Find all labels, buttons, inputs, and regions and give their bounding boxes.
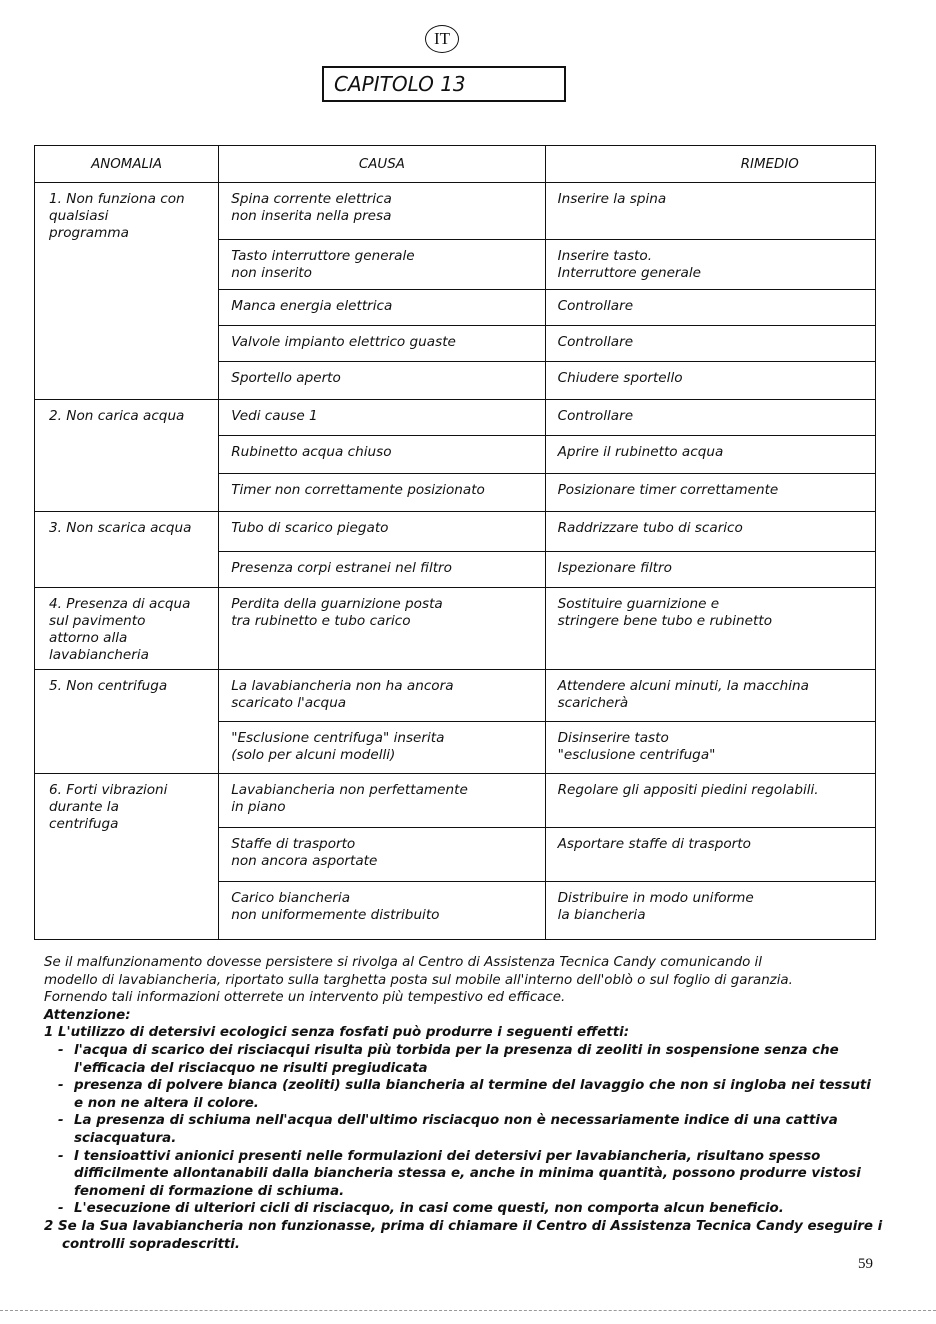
bottom-rule — [0, 1310, 936, 1311]
anomalia-cell: 6. Forti vibrazioni durante la centrifuga — [35, 774, 219, 940]
causa-cell: Rubinetto acqua chiuso — [219, 436, 545, 474]
causa-cell: Spina corrente elettrica non inserita nella presa — [219, 183, 545, 240]
table-row — [35, 588, 876, 670]
anomalia-cell: 3. Non scarica acqua — [35, 512, 219, 588]
causa-cell: Sportello aperto — [219, 362, 545, 400]
rimedio-cell: Aprire il rubinetto acqua — [545, 436, 875, 474]
causa-cell: Tubo di scarico piegato — [219, 512, 545, 552]
table-header-row — [35, 146, 876, 183]
causa-cell: Perdita della guarnizione posta tra rubinetto e tubo carico — [219, 588, 545, 670]
chapter-title: CAPITOLO 13 — [322, 66, 566, 102]
rimedio-cell: Disinserire tasto "esclusione centrifuga" — [545, 722, 875, 774]
anomalia-cell: 2. Non carica acqua — [35, 400, 219, 512]
anomalia-cell: 1. Non funziona con qualsiasi programma — [35, 183, 219, 400]
rimedio-cell: Posizionare timer correttamente — [545, 474, 875, 512]
list-item-text: I tensioattivi anionici presenti nelle formulazioni dei detersivi per lavabiancheria, risultano spesso difficilmente allontanabili dalla biancheria stessa e, anche in minima quantità, possono produrre vistosi fenomeni di formazione di schiuma. — [74, 1148, 861, 1199]
notes-section — [44, 954, 884, 1253]
rimedio-cell: Chiudere sportello — [545, 362, 875, 400]
point-1-title: 1 L'utilizzo di detersivi ecologici senza fosfati può produrre i seguenti effetti: — [44, 1025, 630, 1041]
causa-cell: Staffe di trasporto non ancora asportate — [219, 828, 545, 882]
anomalia-cell: 4. Presenza di acqua sul pavimento attorno alla lavabiancheria — [35, 588, 219, 670]
causa-cell: Valvole impianto elettrico guaste — [219, 326, 545, 362]
causa-cell: Lavabiancheria non perfettamente in piano — [219, 774, 545, 828]
notes-intro: Se il malfunzionamento dovesse persistere si rivolga al Centro di Assistenza Tecnica Candy comunicando il modello di lavabiancheria, riportato sulla targhetta posta sul mobile all'interno dell'oblò o sul foglio di garanzia. Fornendo tali informazioni otterrete un intervento più tempestivo ed efficace. — [44, 955, 793, 1006]
table-row — [35, 670, 876, 722]
causa-cell: Tasto interruttore generale non inserito — [219, 240, 545, 290]
language-badge: IT — [425, 25, 459, 53]
causa-cell: "Esclusione centrifuga" inserita (solo per alcuni modelli) — [219, 722, 545, 774]
header-anomalia: ANOMALIA — [35, 146, 219, 183]
rimedio-cell: Controllare — [545, 400, 875, 436]
table-row — [35, 400, 876, 436]
table-row — [35, 183, 876, 240]
rimedio-cell: Distribuire in modo uniforme la biancheria — [545, 882, 875, 940]
causa-cell: La lavabiancheria non ha ancora scaricato l'acqua — [219, 670, 545, 722]
causa-cell: Manca energia elettrica — [219, 290, 545, 326]
list-item-text: L'esecuzione di ulteriori cicli di risciacquo, in casi come questi, non comporta alcun beneficio. — [74, 1201, 784, 1217]
rimedio-cell: Regolare gli appositi piedini regolabili. — [545, 774, 875, 828]
rimedio-cell: Ispezionare filtro — [545, 552, 875, 588]
attention-title: Attenzione: — [44, 1007, 131, 1023]
causa-cell: Carico biancheria non uniformemente distribuito — [219, 882, 545, 940]
list-item: - L'esecuzione di ulteriori cicli di risciacquo, in casi come questi, non comporta alcun beneficio. — [58, 1201, 784, 1217]
table-row — [35, 774, 876, 828]
rimedio-cell: Controllare — [545, 290, 875, 326]
list-item-text: presenza di polvere bianca (zeoliti) sulla biancheria al termine del lavaggio che non si ingloba nei tessuti e non ne altera il colore. — [74, 1078, 871, 1111]
rimedio-cell: Inserire tasto. Interruttore generale — [545, 240, 875, 290]
causa-cell: Vedi cause 1 — [219, 400, 545, 436]
list-item: - presenza di polvere bianca (zeoliti) sulla biancheria al termine del lavaggio che non si ingloba nei tessuti e non ne altera il colore. — [58, 1078, 871, 1111]
list-item: - I tensioattivi anionici presenti nelle formulazioni dei detersivi per lavabiancheria, risultano spesso difficilmente allontanabili dalla biancheria stessa e, anche in minima quantità, possono produrre vistosi fenomeni di formazione di schiuma. — [58, 1148, 861, 1199]
anomalia-cell: 5. Non centrifuga — [35, 670, 219, 774]
page-number: 59 — [858, 1256, 873, 1272]
troubleshooting-table — [34, 145, 876, 940]
rimedio-cell: Asportare staffe di trasporto — [545, 828, 875, 882]
causa-cell: Presenza corpi estranei nel filtro — [219, 552, 545, 588]
rimedio-cell: Controllare — [545, 326, 875, 362]
table-body — [35, 183, 876, 940]
rimedio-cell: Inserire la spina — [545, 183, 875, 240]
header-causa: CAUSA — [219, 146, 545, 183]
effects-list — [44, 1042, 884, 1218]
header-rimedio: RIMEDIO — [545, 146, 875, 183]
rimedio-cell: Attendere alcuni minuti, la macchina scaricherà — [545, 670, 875, 722]
list-item-text: La presenza di schiuma nell'acqua dell'ultimo risciacquo non è necessariamente indice di una cattiva sciacquatura. — [74, 1113, 838, 1146]
list-item: - l'acqua di scarico dei risciacqui risulta più torbida per la presenza di zeoliti in sospensione senza che l'efficacia del risciacquo ne risulti pregiudicata — [58, 1042, 839, 1076]
list-item: - La presenza di schiuma nell'acqua dell'ultimo risciacquo non è necessariamente indice di una cattiva sciacquatura. — [58, 1113, 838, 1146]
list-item-text: l'acqua di scarico dei risciacqui risulta più torbida per la presenza di zeoliti in sospensione senza che l'efficacia del risciacquo ne risulti pregiudicata — [74, 1042, 839, 1076]
table-row — [35, 512, 876, 552]
causa-cell: Timer non correttamente posizionato — [219, 474, 545, 512]
point-2: 2 Se la Sua lavabiancheria non funzionasse, prima di chiamare il Centro di Assistenza Tecnica Candy eseguire i controlli sopradescritti. — [44, 1218, 883, 1252]
rimedio-cell: Raddrizzare tubo di scarico — [545, 512, 875, 552]
rimedio-cell: Sostituire guarnizione e stringere bene tubo e rubinetto — [545, 588, 875, 670]
